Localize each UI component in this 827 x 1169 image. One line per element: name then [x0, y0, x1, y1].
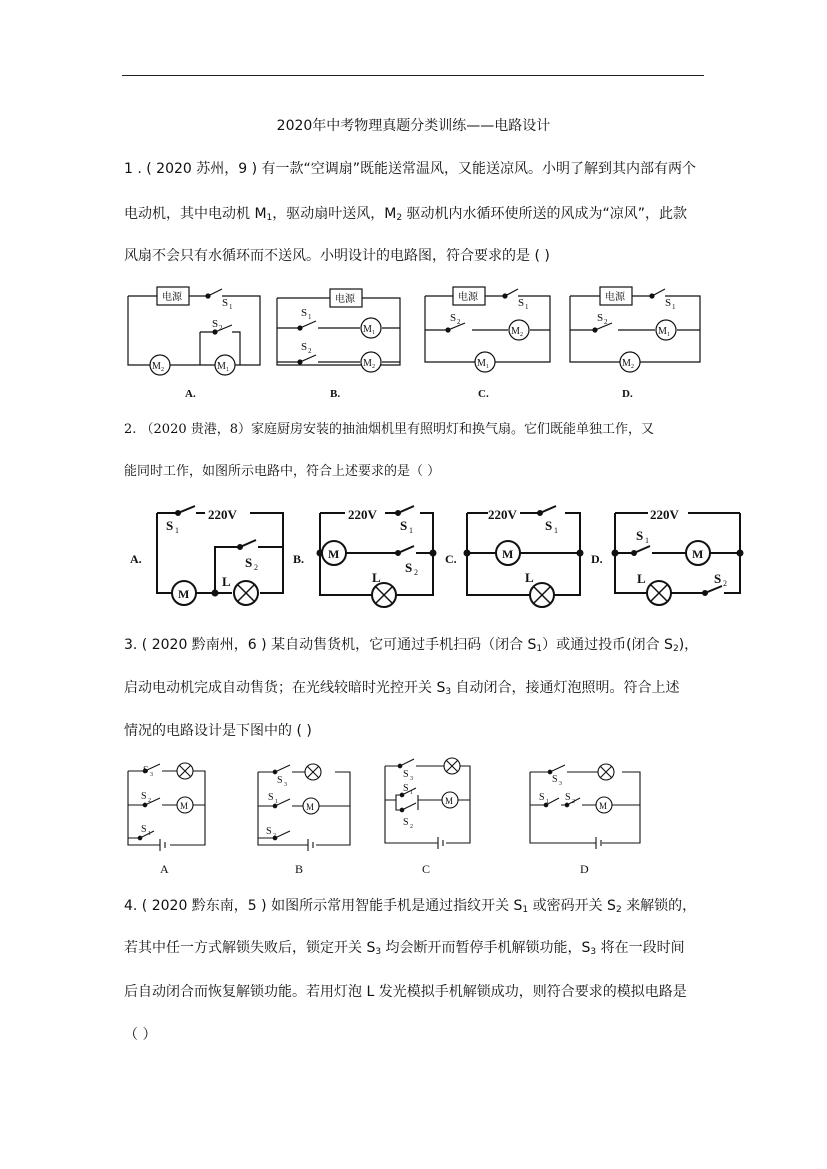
svg-text:S: S: [141, 791, 147, 802]
svg-text:220V: 220V: [650, 507, 679, 522]
svg-text:1: 1: [226, 367, 229, 373]
svg-text:1: 1: [410, 790, 413, 796]
svg-text:L: L: [525, 570, 534, 585]
q1-circuit-a: [128, 287, 260, 400]
svg-text:S: S: [597, 312, 604, 324]
svg-text:2: 2: [410, 824, 413, 830]
q2-circuit-b: [293, 506, 436, 607]
svg-text:2: 2: [254, 563, 258, 572]
svg-text:2: 2: [604, 318, 608, 326]
svg-text:M: M: [511, 326, 520, 337]
q3-circuit-a: [128, 763, 205, 876]
svg-text:M: M: [622, 358, 631, 369]
svg-text:S: S: [403, 817, 409, 828]
svg-text:M: M: [477, 358, 486, 369]
q4-line-4: （ ）: [124, 1027, 157, 1043]
header-rule: [122, 75, 704, 76]
svg-text:S: S: [518, 297, 525, 309]
svg-text:1: 1: [667, 332, 670, 338]
svg-text:S: S: [714, 571, 722, 586]
svg-text:3: 3: [284, 782, 287, 788]
q4-line-2: 若其中任一方式解锁失败后，锁定开关 $S_3$ 均会断开而暂停手机解锁功能，$S_3$ 将在一段时间: [124, 940, 685, 957]
svg-text:2: 2: [148, 798, 151, 804]
q1-circuit-c: [425, 287, 550, 400]
q4-line-3: 后自动闭合而恢复解锁功能。若用灯泡 L 发光模拟手机解锁成功，则符合要求的模拟电路是: [124, 984, 687, 1000]
q2-option-d: D.: [591, 552, 603, 566]
svg-text:M: M: [306, 802, 315, 812]
svg-text:1: 1: [672, 303, 676, 311]
q3-line-2: 启动电动机完成自动售货；在光线较暗时光控开关 $S_3$ 自动闭合，接通灯泡照明。符合上述: [124, 680, 680, 697]
svg-text:2: 2: [723, 579, 727, 588]
q1-circuit-d: [570, 287, 700, 400]
q2-option-a: A.: [130, 552, 142, 566]
svg-text:2: 2: [520, 332, 523, 338]
svg-text:S: S: [301, 307, 308, 319]
q2-option-b: B.: [293, 552, 305, 566]
svg-text:2: 2: [572, 799, 575, 805]
svg-text:M: M: [692, 547, 704, 561]
q3-option-d: D: [580, 862, 589, 876]
svg-text:S: S: [245, 555, 253, 570]
svg-text:S: S: [143, 765, 149, 776]
q3-circuit-c: [385, 758, 470, 876]
svg-text:1: 1: [645, 536, 649, 545]
svg-text:2: 2: [414, 568, 418, 577]
svg-text:2: 2: [372, 364, 375, 370]
svg-text:M: M: [180, 801, 189, 811]
q1-option-a: A.: [185, 388, 196, 400]
svg-text:1: 1: [229, 303, 233, 311]
svg-text:M: M: [599, 801, 608, 811]
svg-text:M: M: [363, 324, 372, 335]
svg-text:S: S: [665, 297, 672, 309]
svg-text:M: M: [445, 796, 454, 806]
svg-text:1: 1: [525, 303, 529, 311]
svg-text:220V: 220V: [488, 507, 517, 522]
svg-text:L: L: [372, 570, 381, 585]
svg-text:S: S: [552, 774, 558, 785]
svg-text:L: L: [637, 571, 646, 586]
svg-text:3: 3: [150, 772, 153, 778]
svg-text:2: 2: [273, 833, 276, 839]
q3-option-c: C: [422, 862, 431, 876]
svg-text:电源: 电源: [605, 292, 625, 303]
q3-line-3: 情况的电路设计是下图中的 ( ): [124, 723, 312, 739]
q3-option-a: A: [160, 862, 169, 876]
q1-line-3: 风扇不会只有水循环而不送风。小明设计的电路图，符合要求的是 ( ): [124, 248, 550, 264]
svg-text:M: M: [217, 361, 226, 372]
q2-circuit-d: [591, 507, 743, 605]
svg-text:L: L: [222, 574, 231, 589]
svg-text:3: 3: [559, 781, 562, 787]
svg-text:S: S: [405, 560, 413, 575]
q2-circuit-c: [445, 506, 583, 607]
svg-text:2: 2: [161, 367, 164, 373]
svg-text:S: S: [166, 518, 174, 533]
svg-text:M: M: [178, 587, 190, 601]
svg-text:S: S: [403, 769, 409, 780]
svg-text:2: 2: [308, 347, 312, 355]
svg-text:S: S: [222, 297, 229, 309]
q2-line-1: 2. （2020 贵港，8）家庭厨房安装的抽油烟机里有照明灯和换气扇。它们既能单独工作，又: [124, 422, 655, 437]
svg-text:电源: 电源: [335, 294, 355, 305]
svg-text:S: S: [212, 318, 219, 330]
svg-text:S: S: [565, 792, 571, 803]
svg-text:M: M: [328, 547, 340, 561]
svg-text:1: 1: [148, 831, 151, 837]
svg-text:M: M: [658, 326, 667, 337]
svg-text:2: 2: [457, 318, 461, 326]
svg-text:2: 2: [219, 324, 223, 332]
svg-text:S: S: [268, 792, 274, 803]
svg-text:220V: 220V: [348, 507, 377, 522]
svg-text:S: S: [539, 792, 545, 803]
svg-text:S: S: [277, 775, 283, 786]
svg-text:S: S: [403, 783, 409, 794]
svg-text:2: 2: [631, 364, 634, 370]
page-title: 2020年中考物理真题分类训练——电路设计: [276, 118, 551, 134]
svg-text:3: 3: [410, 776, 413, 782]
svg-text:S: S: [450, 312, 457, 324]
svg-text:1: 1: [372, 330, 375, 336]
svg-text:M: M: [152, 361, 161, 372]
svg-text:S: S: [266, 826, 272, 837]
q3-circuit-figure: [0, 755, 827, 880]
svg-text:1: 1: [409, 526, 413, 535]
q1-option-d: D.: [622, 388, 633, 400]
svg-text:1: 1: [308, 313, 312, 321]
svg-text:S: S: [141, 824, 147, 835]
q1-line-1: 1 . ( 2020 苏州，9 ) 有一款“空调扇”既能送常温风，又能送凉风。小明了解到其内部有两个: [124, 161, 697, 177]
q2-circuit-figure: [0, 498, 827, 613]
svg-text:1: 1: [546, 799, 549, 805]
q4-line-1: 4. ( 2020 黔东南，5 ) 如图所示常用智能手机是通过指纹开关 $S_1$ 或密码开关 $S_2$ 来解锁的，: [124, 898, 697, 915]
svg-text:1: 1: [486, 364, 489, 370]
q1-option-c: C.: [478, 388, 489, 400]
q3-line-1: 3. ( 2020 黔南州，6 ) 某自动售货机，它可通过手机扫码（闭合 $S_1$）或通过投币(闭合 $S_2$)，: [124, 637, 699, 654]
q3-circuit-d: [530, 764, 640, 876]
svg-text:M: M: [363, 358, 372, 369]
q1-circuit-figure: [0, 280, 827, 405]
q3-option-b: B: [295, 862, 304, 876]
q2-circuit-a: [130, 506, 283, 605]
q2-line-2: 能同时工作，如图所示电路中，符合上述要求的是（ ）: [124, 464, 441, 479]
q1-circuit-b: [277, 289, 400, 400]
svg-text:S: S: [400, 518, 408, 533]
svg-text:S: S: [301, 341, 308, 353]
svg-text:电源: 电源: [162, 292, 182, 303]
q1-line-2: 电动机，其中电动机 $M_1$，驱动扇叶送风，$M_2$ 驱动机内水循环使所送的风成为“凉风”，此款: [124, 206, 688, 223]
q2-option-c: C.: [445, 552, 457, 566]
svg-text:电源: 电源: [458, 292, 478, 303]
svg-text:S: S: [545, 518, 553, 533]
svg-text:1: 1: [175, 526, 179, 535]
svg-text:1: 1: [275, 799, 278, 805]
svg-text:S: S: [636, 528, 644, 543]
svg-text:1: 1: [554, 526, 558, 535]
svg-text:220V: 220V: [208, 507, 237, 522]
svg-text:M: M: [502, 547, 514, 561]
q3-circuit-b: [258, 764, 350, 876]
q1-option-b: B.: [330, 388, 341, 400]
